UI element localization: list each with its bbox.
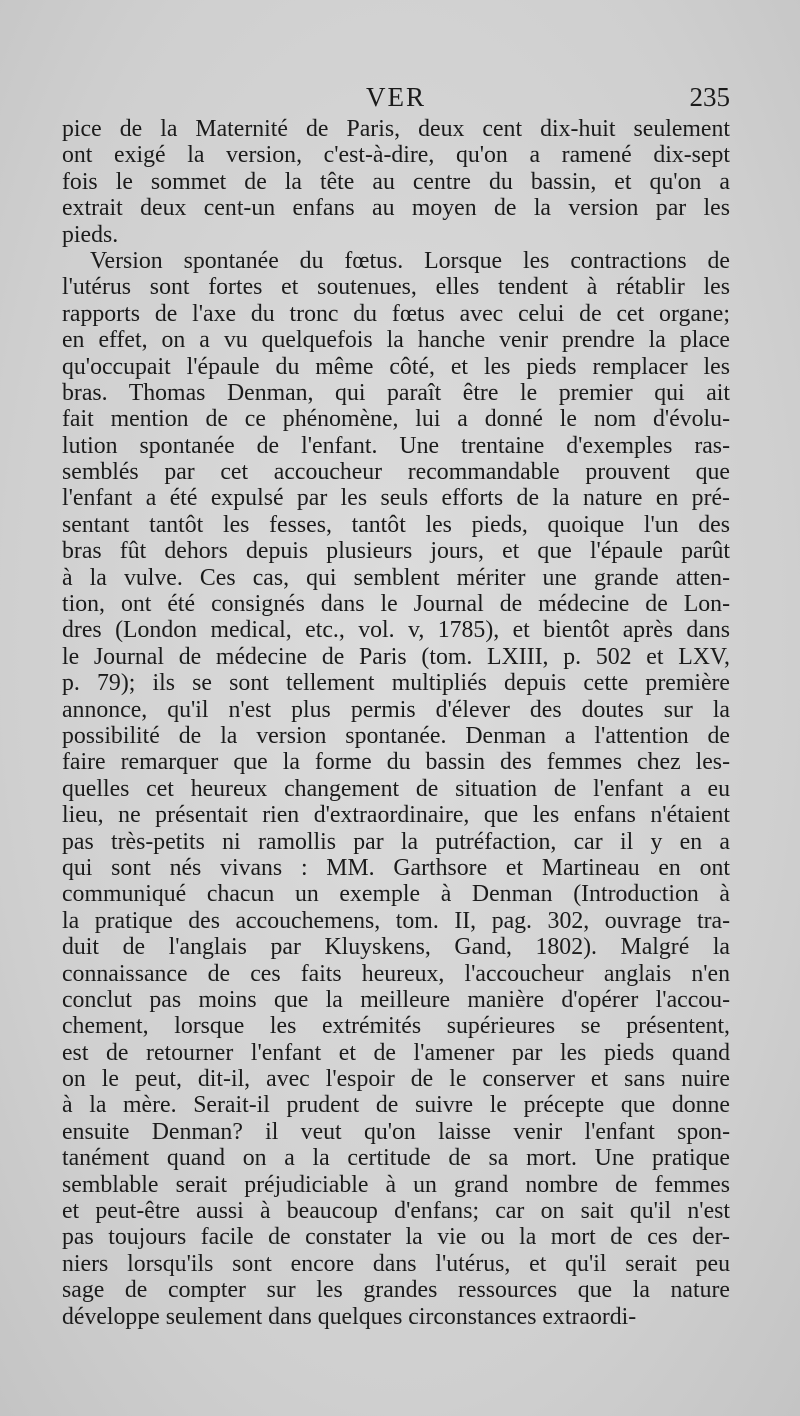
text-line: dres (London medical, etc., vol. v, 1785), et bientôt après dans: [62, 617, 730, 644]
text-line: on le peut, dit-il, avec l'espoir de le conserver et sans nuire: [62, 1066, 730, 1093]
text-line: semblable serait préjudiciable à un grand nombre de femmes: [62, 1171, 730, 1198]
text-line: possibilité de la version spontanée. Denman a l'attention de: [62, 722, 730, 749]
text-line: fait mention de ce phénomène, lui a donné le nom d'évolu-: [62, 406, 730, 433]
text-line: bras. Thomas Denman, qui paraît être le premier qui ait: [62, 379, 730, 406]
text-line: en effet, on a vu quelquefois la hanche venir prendre la place: [62, 327, 730, 354]
text-line: faire remarquer que la forme du bassin des femmes chez les-: [62, 749, 730, 776]
text-line: bras fût dehors depuis plusieurs jours, et que l'épaule parût: [62, 538, 730, 565]
text-line: pas très-petits ni ramollis par la putréfaction, car il y en a: [62, 828, 730, 855]
text-line: conclut pas moins que la meilleure manière d'opérer l'accou-: [62, 986, 730, 1013]
text-line: extrait deux cent-un enfans au moyen de la version par les: [62, 195, 730, 222]
text-line: connaissance de ces faits heureux, l'accoucheur anglais n'en: [62, 960, 730, 987]
text-line: duit de l'anglais par Kluyskens, Gand, 1802). Malgré la: [62, 934, 730, 961]
text-line: p. 79); ils se sont tellement multipliés depuis cette première: [62, 670, 730, 697]
body-text: [62, 116, 730, 1330]
text-line: lieu, ne présentait rien d'extraordinaire, que les enfans n'étaient: [62, 802, 730, 829]
text-line: niers lorsqu'ils sont encore dans l'utérus, et qu'il serait peu: [62, 1250, 730, 1277]
text-line: ensuite Denman? il veut qu'on laisse venir l'enfant spon-: [62, 1118, 730, 1145]
text-line: tion, ont été consignés dans le Journal de médecine de Lon-: [62, 591, 730, 618]
text-line: pieds.: [62, 221, 119, 248]
text-line: rapports de l'axe du tronc du fœtus avec celui de cet organe;: [62, 300, 730, 327]
page-number: 235: [689, 82, 730, 112]
running-head: VER: [366, 82, 426, 112]
text-line: qui sont nés vivans : MM. Garthsore et Martineau en ont: [62, 854, 730, 881]
page-header: [62, 82, 730, 116]
text-line: la pratique des accouchemens, tom. II, pag. 302, ouvrage tra-: [62, 907, 730, 934]
text-line: quelles cet heureux changement de situation de l'enfant a eu: [62, 775, 730, 802]
text-line: chement, lorsque les extrémités supérieures se présentent,: [62, 1013, 730, 1040]
text-line: pice de la Maternité de Paris, deux cent dix-huit seulement: [62, 116, 730, 142]
text-line: l'enfant a été expulsé par les seuls efforts de la nature en pré-: [62, 485, 730, 512]
text-line: est de retourner l'enfant et de l'amener par les pieds quand: [62, 1039, 730, 1066]
text-line: annonce, qu'il n'est plus permis d'élever des doutes sur la: [62, 696, 730, 723]
text-line: communiqué chacun un exemple à Denman (Introduction à: [62, 881, 730, 908]
text-line: sentant tantôt les fesses, tantôt les pieds, quoique l'un des: [62, 511, 730, 538]
text-line: à la mère. Serait-il prudent de suivre le précepte que donne: [62, 1092, 730, 1119]
text-line: tanément quand on a la certitude de sa mort. Une pratique: [62, 1145, 730, 1172]
text-line: lution spontanée de l'enfant. Une trentaine d'exemples ras-: [62, 432, 730, 459]
text-line: fois le sommet de la tête au centre du bassin, et qu'on a: [62, 168, 730, 195]
text-line: développe seulement dans quelques circonstances extraordi-: [62, 1303, 637, 1330]
text-line: sage de compter sur les grandes ressources que la nature: [62, 1277, 730, 1304]
text-line: l'utérus sont fortes et soutenues, elles tendent à rétablir les: [62, 274, 730, 301]
text-line: semblés par cet accoucheur recommandable prouvent que: [62, 459, 730, 486]
text-line: le Journal de médecine de Paris (tom. LXIII, p. 502 et LXV,: [62, 643, 730, 670]
text-line: à la vulve. Ces cas, qui semblent mériter une grande atten-: [62, 564, 730, 591]
text-line: pas toujours facile de constater la vie ou la mort de ces der-: [62, 1224, 730, 1251]
text-line: Version spontanée du fœtus. Lorsque les contractions de: [90, 247, 730, 274]
text-line: ont exigé la version, c'est-à-dire, qu'on a ramené dix-sept: [62, 142, 730, 169]
text-line: qu'occupait l'épaule du même côté, et les pieds remplacer les: [62, 353, 730, 380]
text-line: et peut-être aussi à beaucoup d'enfans; car on sait qu'il n'est: [62, 1198, 730, 1225]
